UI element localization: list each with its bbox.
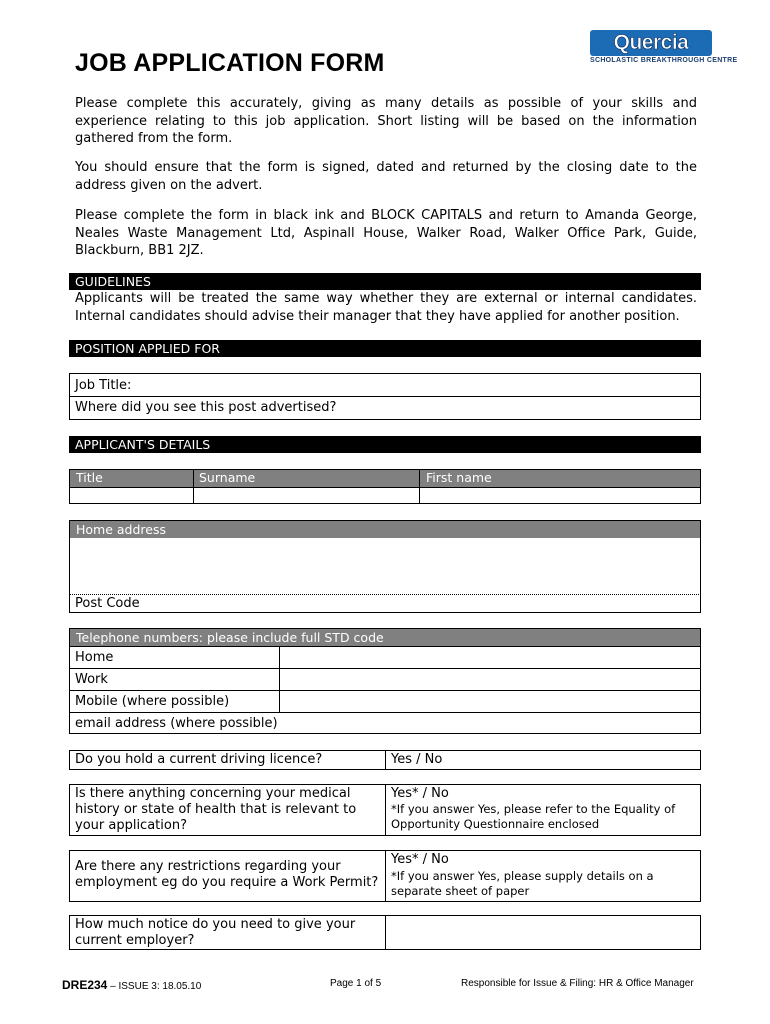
guidelines-text: Applicants will be treated the same way whether they are external or internal candidates. Internal candidates should advise their manager that they have applied for another position. bbox=[75, 291, 697, 324]
postcode-field[interactable] bbox=[145, 595, 700, 612]
licence-question: Do you hold a current driving licence? bbox=[75, 752, 323, 767]
phone-header: Telephone numbers: please include full STD code bbox=[70, 629, 700, 646]
surname-label: Surname bbox=[199, 470, 256, 485]
guidelines-header: GUIDELINES bbox=[69, 273, 701, 290]
advertised-field[interactable] bbox=[340, 397, 700, 419]
applicant-header: APPLICANT'S DETAILS bbox=[69, 436, 701, 453]
email-label: email address (where possible) bbox=[75, 716, 278, 731]
logo-tagline: SCHOLASTIC BREAKTHROUGH CENTRE bbox=[590, 57, 738, 64]
restrictions-answer[interactable]: Yes* / No bbox=[391, 852, 449, 867]
footer-code: DRE234 bbox=[62, 978, 108, 992]
logo-text: Quercia bbox=[613, 31, 689, 54]
medical-note: *If you answer Yes, please refer to the Equality of Opportunity Questionnaire enclosed bbox=[391, 802, 676, 831]
intro-paragraph-1: Please complete this accurately, giving as many details as possible of your skills and experience relating to this job application. Short listing will be based on the information gathered from the form. bbox=[75, 96, 697, 146]
licence-answer[interactable]: Yes / No bbox=[391, 752, 443, 767]
mobile-phone-field[interactable] bbox=[280, 691, 700, 712]
home-address-field[interactable] bbox=[70, 539, 700, 593]
mobile-phone-label: Mobile (where possible) bbox=[75, 694, 230, 709]
title-label: Title bbox=[76, 470, 103, 485]
notice-field[interactable] bbox=[386, 916, 700, 949]
advertised-label: Where did you see this post advertised? bbox=[75, 400, 337, 415]
restrictions-question: Are there any restrictions regarding your employment eg do you require a Work Permit? bbox=[75, 859, 379, 890]
page-title: JOB APPLICATION FORM bbox=[75, 49, 385, 77]
notice-question: How much notice do you need to give your current employer? bbox=[75, 917, 356, 948]
quercia-logo bbox=[590, 30, 738, 68]
medical-question: Is there anything concerning your medical history or state of health that is relevant to your application? bbox=[75, 786, 357, 833]
home-phone-field[interactable] bbox=[280, 647, 700, 668]
surname-field[interactable] bbox=[194, 488, 418, 503]
postcode-label: Post Code bbox=[75, 596, 140, 611]
intro-paragraph-3: Please complete the form in black ink and BLOCK CAPITALS and return to Amanda George, Neales Waste Management Ltd, Aspinall House, Walker Road, Walker Office Park, Guide, Blackburn, BB1 2JZ. bbox=[75, 208, 697, 258]
medical-answer[interactable]: Yes* / No bbox=[391, 786, 449, 801]
job-title-label: Job Title: bbox=[75, 378, 132, 393]
email-field[interactable] bbox=[275, 713, 700, 733]
footer-issue: – ISSUE 3: 18.05.10 bbox=[107, 981, 202, 992]
footer-page: Page 1 of 5 bbox=[330, 978, 382, 989]
home-address-label: Home address bbox=[70, 521, 700, 538]
firstname-label: First name bbox=[426, 470, 492, 485]
footer-responsible: Responsible for Issue & Filing: HR & Office Manager bbox=[461, 978, 694, 989]
title-field[interactable] bbox=[70, 488, 192, 503]
intro-paragraph-2: You should ensure that the form is signed, dated and returned by the closing date to the address given on the advert. bbox=[75, 160, 697, 193]
job-title-field[interactable] bbox=[150, 374, 700, 395]
firstname-field[interactable] bbox=[420, 488, 700, 503]
restrictions-note: *If you answer Yes, please supply details on a separate sheet of paper bbox=[391, 869, 654, 898]
work-phone-field[interactable] bbox=[280, 669, 700, 690]
position-header: POSITION APPLIED FOR bbox=[69, 340, 701, 357]
work-phone-label: Work bbox=[75, 672, 108, 687]
home-phone-label: Home bbox=[75, 650, 114, 665]
footer-code-block bbox=[62, 978, 201, 992]
